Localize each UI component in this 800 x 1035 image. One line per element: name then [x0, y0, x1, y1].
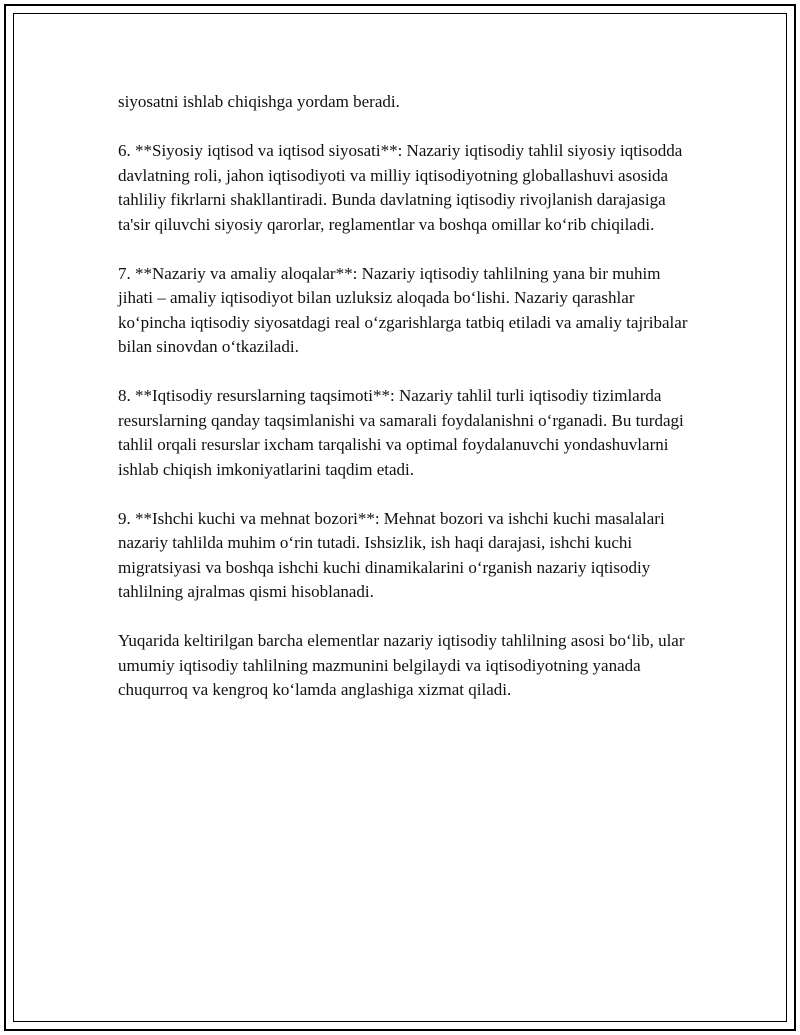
paragraph-conclusion: Yuqarida keltirilgan barcha elementlar nazariy iqtisodiy tahlilning asosi bo‘lib, ular umumiy iqtisodiy tahlilning mazmunini belgilaydi va iqtisodiyotning yanada chuqurroq va kengroq ko‘lamda anglashiga xizmat qiladi.	[118, 631, 685, 699]
paragraph-item-7: 7. **Nazariy va amaliy aloqalar**: Nazariy iqtisodiy tahlilning yana bir muhim jihati – amaliy iqtisodiyot bilan uzluksiz aloqada bo‘lishi. Nazariy qarashlar ko‘pincha iqtisodiy siyosatdagi real o‘zgarishlarga tatbiq etiladi va amaliy tajribalar bilan sinovdan o‘tkaziladi.	[118, 263, 688, 356]
paragraph-item-8: 8. **Iqtisodiy resurslarning taqsimoti**: Nazariy tahlil turli iqtisodiy tizimlarda resurslarning qanday taqsimlanishi va samarali foydalanishni o‘rganadi. Bu turdagi tahlil orqali resurslar ixcham tarqalishi va optimal foydalanuvchi yondashuvlarni ishlab chiqish imkoniyatlarini taqdim etadi.	[118, 386, 684, 479]
document-body	[118, 90, 688, 727]
paragraph-item-6: 6. **Siyosiy iqtisod va iqtisod siyosati**: Nazariy iqtisodiy tahlil siyosiy iqtisodda davlatning roli, jahon iqtisodiyoti va milliy iqtisodiyotning globallashuvi asosida tahliliy fikrlarni shakllantiradi. Bunda davlatning iqtisodiy rivojlanish darajasiga ta'sir qiluvchi siyosiy qarorlar, reglamentlar va boshqa omillar ko‘rib chiqiladi.	[118, 141, 683, 234]
paragraph-continuation: siyosatni ishlab chiqishga yordam beradi.	[118, 92, 400, 111]
paragraph-item-9: 9. **Ishchi kuchi va mehnat bozori**: Mehnat bozori va ishchi kuchi masalalari nazariy tahlilda muhim o‘rin tutadi. Ishsizlik, ish haqi darajasi, ishchi kuchi migratsiyasi va boshqa ishchi kuchi dinamikalarini o‘rganish nazariy iqtisodiy tahlilning ajralmas qismi hisoblanadi.	[118, 508, 665, 601]
